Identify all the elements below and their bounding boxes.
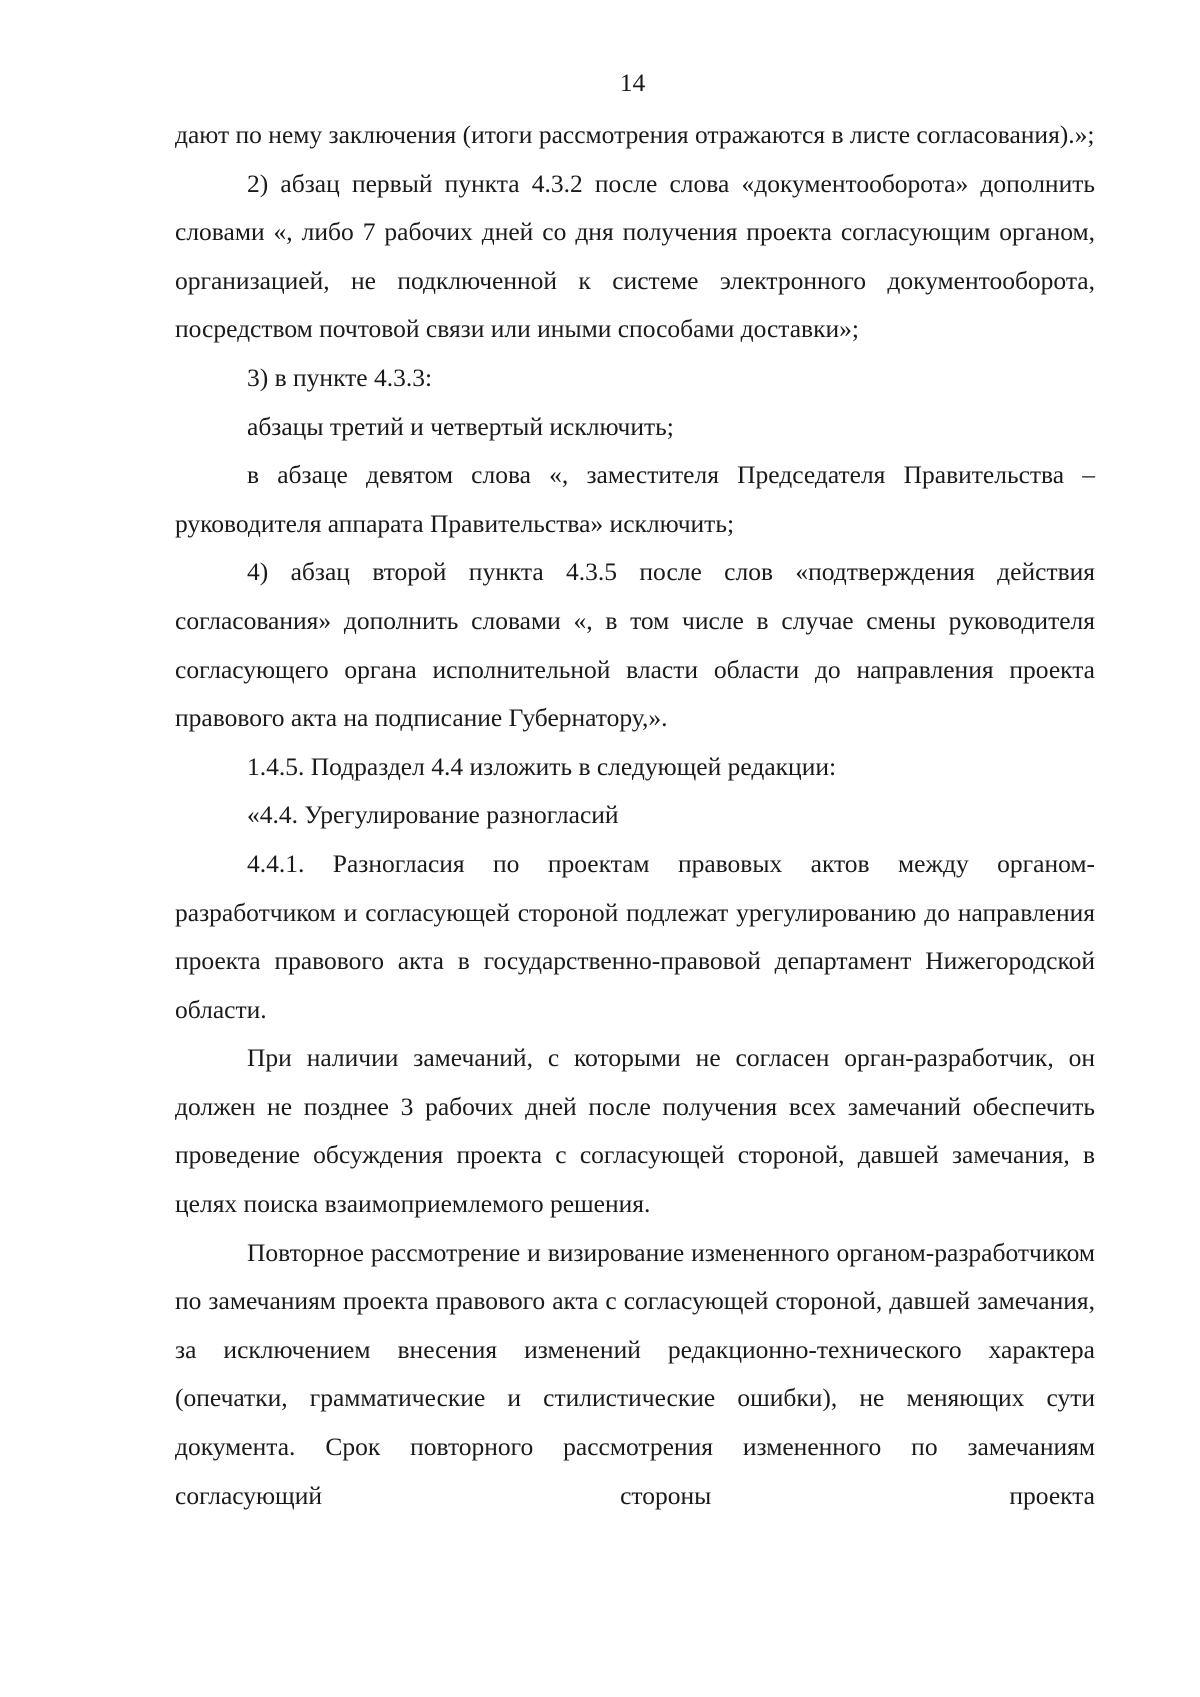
paragraph-amendment-4: 4) абзац второй пункта 4.3.5 после слов «подтверждения действия согласования» дополнить словами «, в том числе в случае смены руководителя согласующего органа исполнительной власти области до направления проекта правового акта на подписание Губернатору,». — [175, 557, 1095, 733]
page-number: 14 — [619, 68, 646, 97]
paragraph-amendment-2: 2) абзац первый пункта 4.3.2 после слова «документооборота» дополнить словами «, либо 7 рабочих дней со дня получения проекта согласующим органом, организацией, не подключенной к системе электронного документооборота, посредством почтовой связи или иными способами доставки»; — [175, 168, 1095, 344]
paragraph-continuation: дают по нему заключения (итоги рассмотрения отражаются в листе согласования).»; — [175, 120, 1095, 149]
paragraph-remarks-discussion: При наличии замечаний, с которыми не согласен орган-разработчик, он должен не позднее 3 рабочих дней после получения всех замечаний обеспечить проведение обсуждения проекта с согласующей стороной, давшей замечания, в целях поиска взаимоприемлемого решения. — [175, 1043, 1095, 1219]
paragraph-4-4-1: 4.4.1. Разногласия по проектам правовых актов между органом-разработчиком и согласующей стороной подлежат урегулированию до направления проекта правового акта в государственно-правовой департамент Нижегородской области. — [175, 848, 1095, 1024]
paragraph-subsection-heading: «4.4. Урегулирование разногласий — [247, 800, 619, 830]
document-body — [175, 111, 1095, 1520]
paragraph-section-1-4-5: 1.4.5. Подраздел 4.4 изложить в следующей редакции: — [247, 751, 837, 781]
paragraph-exclude-third-fourth: абзацы третий и четвертый исключить; — [247, 411, 674, 441]
paragraph-amendment-3: 3) в пункте 4.3.3: — [247, 362, 433, 392]
paragraph-ninth-abzac: в абзаце девятом слова «, заместителя Председателя Правительства – руководителя аппарата Правительства» исключить; — [175, 460, 1095, 538]
paragraph-repeat-review: Повторное рассмотрение и визирование измененного органом-разработчиком по замечаниям проекта правового акта с согласующей стороной, давшей замечания, за исключением внесения изменений редакционно-технического характера (опечатки, грамматические и стилистические ошибки), не меняющих сути документа. Срок повторного рассмотрения измененного по замечаниям согласующий стороны проекта — [175, 1237, 1095, 1510]
